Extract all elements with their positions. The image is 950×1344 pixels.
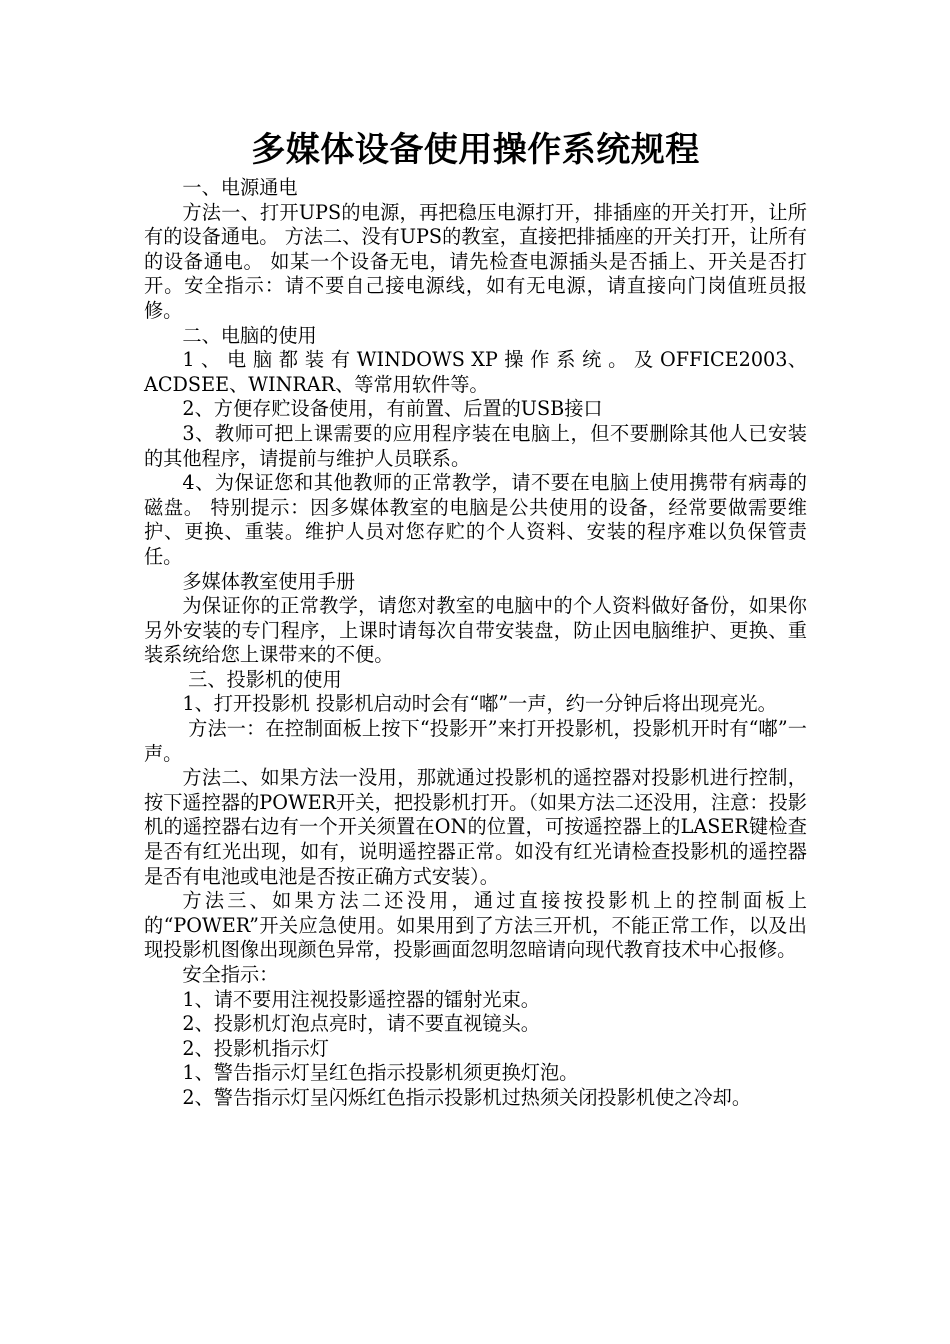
subheading-manual: 多媒体教室使用手册 — [182, 569, 356, 593]
paragraph-manual-backup: 为保证你的正常教学，请您对教室的电脑中的个人资料做好备份，如果你另外安装的专门程序，上课时请每次自带安装盘，防止因电脑维护、更换、重装系统给您上课带来的不便。 — [144, 594, 807, 667]
paragraph-computer-virus: 4、为保证您和其他教师的正常教学，请不要在电脑上使用携带有病毒的磁盘。 特别提示：因多媒体教室的电脑是公共使用的设备，经常要做需要维护、更换、重装。维护人员对您存贮的个人资料、安装的程序难以负保管责任。 — [144, 471, 807, 568]
paragraph-projector-start: 1、打开投影机 投影机启动时会有“嘟”一声，约一分钟后将出现亮光。 — [182, 692, 777, 716]
subheading-indicator: 2、投影机指示灯 — [182, 1036, 329, 1060]
paragraph-projector-method-two: 方法二、如果方法一没用，那就通过投影机的遥控器对投影机进行控制，按下遥控器的POWER开关，把投影机打开。（如果方法二还没用，注意：投影机的遥控器右边有一个开关须置在ON的位置，可按遥控器上的LASER键检查是否有红光出现，如有，说明遥控器正常。如没有红光请检查投影机的遥控器是否有电池或电池是否按正确方式安装）。 — [144, 766, 807, 888]
document-page — [144, 126, 807, 1111]
document-title: 多媒体设备使用操作系统规程 — [251, 130, 700, 170]
safety-item-lens: 2、投影机灯泡点亮时，请不要直视镜头。 — [182, 1012, 540, 1036]
document-body — [144, 176, 807, 1111]
section-heading-power: 一、电源通电 — [182, 176, 298, 199]
section-heading-projector: 三、投影机的使用 — [188, 667, 342, 691]
paragraph-power-methods: 方法一、打开UPS的电源，再把稳压电源打开，排插座的开关打开，让所有的设备通电。 方法二、没有UPS的教室，直接把排插座的开关打开，让所有的设备通电。 如某一个设备无电，请先检查电源插头是否插上、开关是否打开。安全指示：请不要自己接电源线，如有无电源，请直接向门岗值班员报修。 — [144, 200, 807, 322]
paragraph-projector-method-three: 方法三、如果方法二还没用，通过直接按投影机上的控制面板上的“POWER”开关应急使用。如果用到了方法三开机，不能正常工作，以及出现投影机图像出现颜色异常，投影画面忽明忽暗请向现代教育技术中心报修。 — [144, 889, 807, 962]
indicator-item-flashing: 2、警告指示灯呈闪烁红色指示投影机过热须关闭投影机使之冷却。 — [182, 1085, 752, 1109]
indicator-item-red: 1、警告指示灯呈红色指示投影机须更换灯泡。 — [182, 1061, 579, 1085]
paragraph-projector-method-one: 方法一：在控制面板上按下“投影开”来打开投影机，投影机开时有“嘟”一声。 — [144, 717, 807, 765]
section-heading-computer: 二、电脑的使用 — [182, 323, 317, 347]
paragraph-computer-usb: 2、方便存贮设备使用，有前置、后置的USB接口 — [182, 397, 603, 421]
paragraph-computer-programs: 3、教师可把上课需要的应用程序装在电脑上，但不要删除其他人已安装的其他程序，请提前与维护人员联系。 — [144, 421, 807, 470]
paragraph-computer-software: 1 、 电 脑 都 装 有 WINDOWS XP 操 作 系 统 。 及 OFFICE2003、ACDSEE、WINRAR、等常用软件等。 — [144, 348, 807, 396]
safety-item-laser: 1、请不要用注视投影遥控器的镭射光束。 — [182, 987, 540, 1011]
subheading-safety: 安全指示： — [182, 963, 279, 986]
